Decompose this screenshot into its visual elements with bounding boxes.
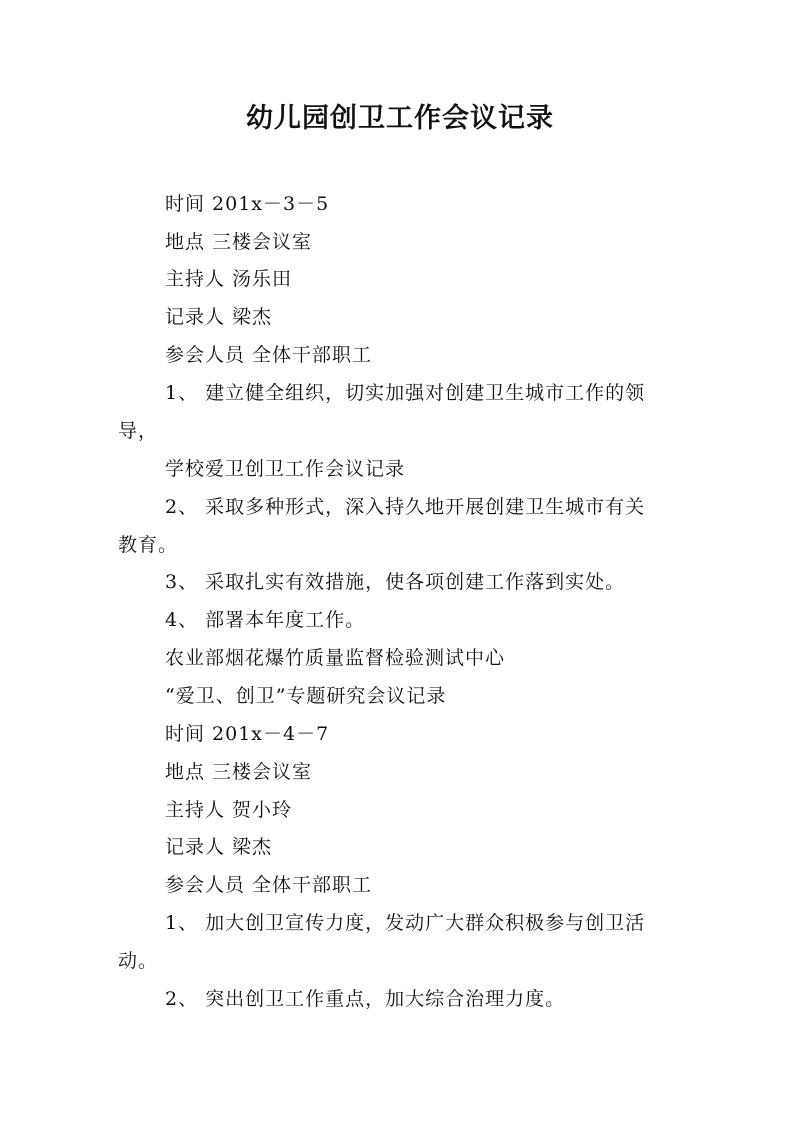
meeting2-location: 地点 三楼会议室 xyxy=(165,761,313,783)
meeting1-recorder: 记录人 梁杰 xyxy=(165,306,273,328)
meeting1-item-4: 4、 部署本年度工作。 xyxy=(165,609,366,631)
meeting2-item-1-cont: 动。 xyxy=(118,950,159,972)
meeting1-time: 时间 201x－3－5 xyxy=(165,193,330,215)
meeting1-item-2-cont: 教育。 xyxy=(118,534,179,556)
section-heading-school: 学校爱卫创卫工作会议记录 xyxy=(165,458,406,480)
document-title: 幼儿园创卫工作会议记录 xyxy=(246,103,554,134)
meeting1-location: 地点 三楼会议室 xyxy=(165,231,313,253)
meeting1-item-3: 3、 采取扎实有效措施，使各项创建工作落到实处。 xyxy=(165,571,626,593)
meeting1-item-1: 1、 建立健全组织，切实加强对创建卫生城市工作的领 xyxy=(165,382,646,404)
meeting1-attendees: 参会人员 全体干部职工 xyxy=(165,344,373,366)
meeting2-recorder: 记录人 梁杰 xyxy=(165,836,273,858)
meeting2-item-1: 1、 加大创卫宣传力度，发动广大群众积极参与创卫活 xyxy=(165,912,646,934)
organization-name: 农业部烟花爆竹质量监督检验测试中心 xyxy=(165,647,506,669)
meeting1-item-1-cont: 导， xyxy=(118,420,159,442)
meeting1-host: 主持人 汤乐田 xyxy=(165,268,293,290)
meeting2-attendees: 参会人员 全体干部职工 xyxy=(165,874,373,896)
meeting1-item-2: 2、 采取多种形式，深入持久地开展创建卫生城市有关 xyxy=(165,496,646,518)
section-heading-special: “爱卫、创卫”专题研究会议记录 xyxy=(165,685,447,707)
meeting2-item-2: 2、 突出创卫工作重点，加大综合治理力度。 xyxy=(165,988,566,1010)
meeting2-host: 主持人 贺小玲 xyxy=(165,799,293,821)
meeting2-time: 时间 201x－4－7 xyxy=(165,723,330,745)
